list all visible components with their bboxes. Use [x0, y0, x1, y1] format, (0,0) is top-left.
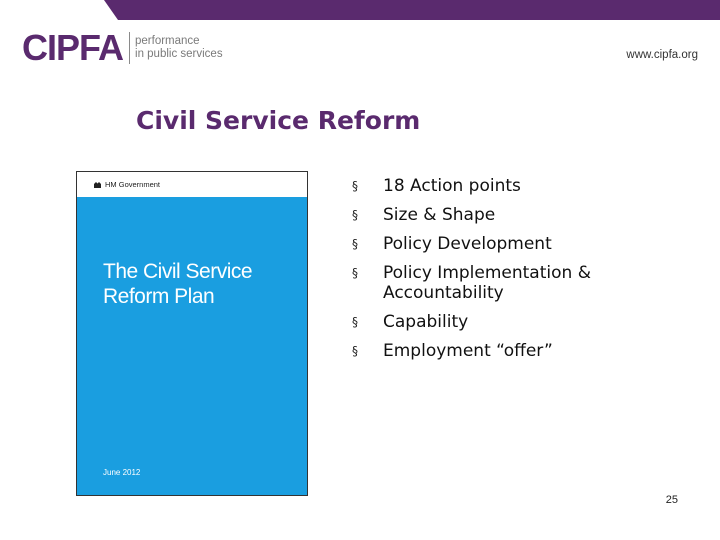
logo-separator [129, 32, 130, 64]
bullet-marker: § [352, 179, 358, 193]
logo-wordmark: CIPFA [22, 27, 124, 68]
list-item [352, 312, 682, 332]
logo-tagline-line2: in public services [135, 48, 223, 60]
crest-icon [93, 181, 102, 189]
bullet-marker: § [352, 208, 358, 222]
cover-panel [77, 197, 307, 495]
list-item [352, 176, 682, 196]
list-item [352, 341, 682, 361]
list-item [352, 234, 682, 254]
cover-title [103, 259, 303, 309]
bullet-marker: § [352, 315, 358, 329]
report-cover-image [76, 171, 308, 496]
bullet-text: 18 Action points [383, 176, 521, 196]
page-number: 25 [665, 494, 678, 506]
bullet-text: Policy Development [383, 234, 552, 254]
cover-date: June 2012 [103, 468, 141, 477]
list-item [352, 205, 682, 225]
bullet-text: Size & Shape [383, 205, 496, 225]
bullet-text: Employment “offer” [383, 341, 553, 361]
logo-tagline-line1: performance [135, 35, 200, 47]
cipfa-logo [22, 28, 223, 68]
bullet-marker: § [352, 237, 358, 251]
cover-organization: HM Government [105, 180, 161, 189]
cover-title-line1: The Civil Service [103, 260, 253, 283]
slide-title: Civil Service Reform [136, 106, 421, 135]
bullet-list [352, 176, 682, 370]
site-url: www.cipfa.org [626, 49, 698, 61]
bullet-text: Policy Implementation & Accountability [383, 263, 591, 303]
bullet-text: Capability [383, 312, 469, 332]
cover-header [77, 172, 307, 197]
cover-title-line2: Reform Plan [103, 285, 215, 308]
bullet-marker: § [352, 344, 358, 358]
header-accent-notch [104, 0, 118, 20]
header-accent-bar [118, 0, 720, 20]
list-item [352, 263, 682, 303]
bullet-marker: § [352, 266, 358, 280]
logo-tagline [135, 35, 223, 61]
